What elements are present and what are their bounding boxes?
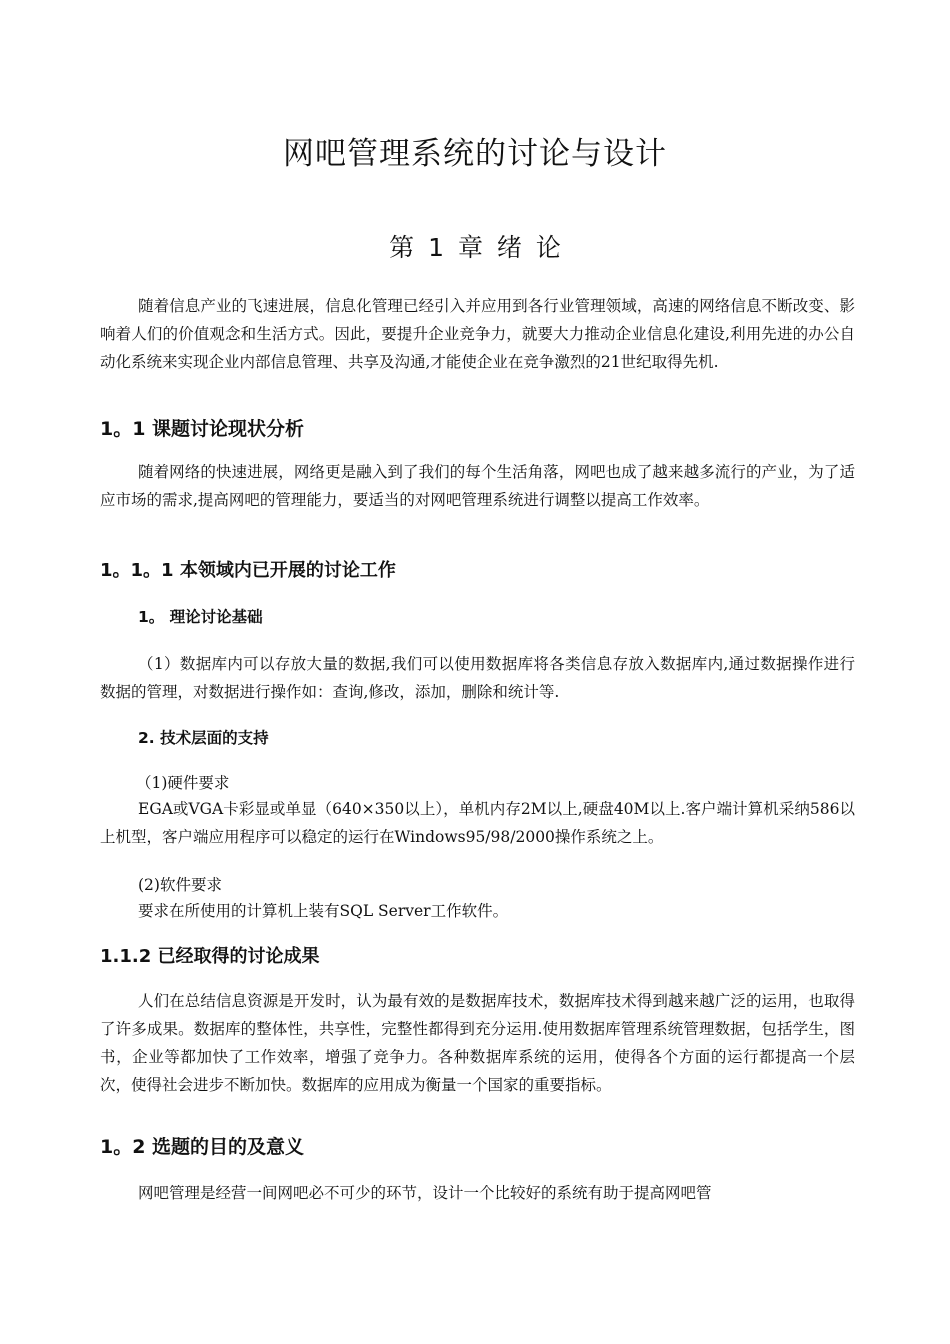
intro-paragraph: 随着信息产业的飞速进展，信息化管理已经引入并应用到各行业管理领域，高速的网络信息不断改变、影响着人们的价值观念和生活方式。因此，要提升企业竞争力，就要大力推动企业信息化建设,利用先进的办公自动化系统来实现企业内部信息管理、共享及沟通,才能使企业在竞争激烈的21世纪取得先机. bbox=[100, 297, 855, 371]
section-heading-1-2: 1。2 选题的目的及意义 bbox=[100, 1136, 305, 1158]
theory-basis-paragraph: （1）数据库内可以存放大量的数据,我们可以使用数据库将各类信息存放入数据库内,通过数据操作进行数据的管理，对数据进行操作如：查询,修改，添加，删除和统计等. bbox=[100, 655, 855, 701]
hardware-paragraph: EGA或VGA卡彩显或单显（640×350以上），单机内存2M以上,硬盘40M以上.客户端计算机采纳586以上机型，客户端应用程序可以稳定的运行在Windows95/98/2000操作系统之上。 bbox=[100, 800, 855, 846]
software-paragraph: 要求在所使用的计算机上装有SQL Server工作软件。 bbox=[138, 902, 509, 920]
section-1-2-paragraph: 网吧管理是经营一间网吧必不可少的环节，设计一个比较好的系统有助于提高网吧管 bbox=[138, 1184, 712, 1202]
subheading-tech-support: 2. 技术层面的支持 bbox=[138, 729, 269, 747]
section-heading-1-1-2: 1.1.2 已经取得的讨论成果 bbox=[100, 946, 320, 967]
subheading-theory-basis: 1。 理论讨论基础 bbox=[138, 608, 263, 626]
section-heading-1-1: 1。1 课题讨论现状分析 bbox=[100, 418, 305, 440]
hardware-label: （1)硬件要求 bbox=[136, 774, 230, 792]
document-title: 网吧管理系统的讨论与设计 bbox=[283, 136, 667, 172]
section-1-1-2-paragraph: 人们在总结信息资源是开发时，认为最有效的是数据库技术，数据库技术得到越来越广泛的运用，也取得了许多成果。数据库的整体性，共享性，完整性都得到充分运用.使用数据库管理系统管理数据，包括学生，图书，企业等都加快了工作效率，增强了竞争力。各种数据库系统的运用，使得各个方面的运行都提高一个层次，使得社会进步不断加快。数据库的应用成为衡量一个国家的重要指标。 bbox=[100, 992, 855, 1094]
chapter-title: 第 1 章 绪 论 bbox=[389, 233, 561, 262]
section-1-1-paragraph: 随着网络的快速进展，网络更是融入到了我们的每个生活角落，网吧也成了越来越多流行的产业，为了适应市场的需求,提高网吧的管理能力，要适当的对网吧管理系统进行调整以提高工作效率。 bbox=[100, 463, 855, 509]
section-heading-1-1-1: 1。1。1 本领域内已开展的讨论工作 bbox=[100, 560, 396, 581]
software-label: (2)软件要求 bbox=[138, 876, 222, 894]
